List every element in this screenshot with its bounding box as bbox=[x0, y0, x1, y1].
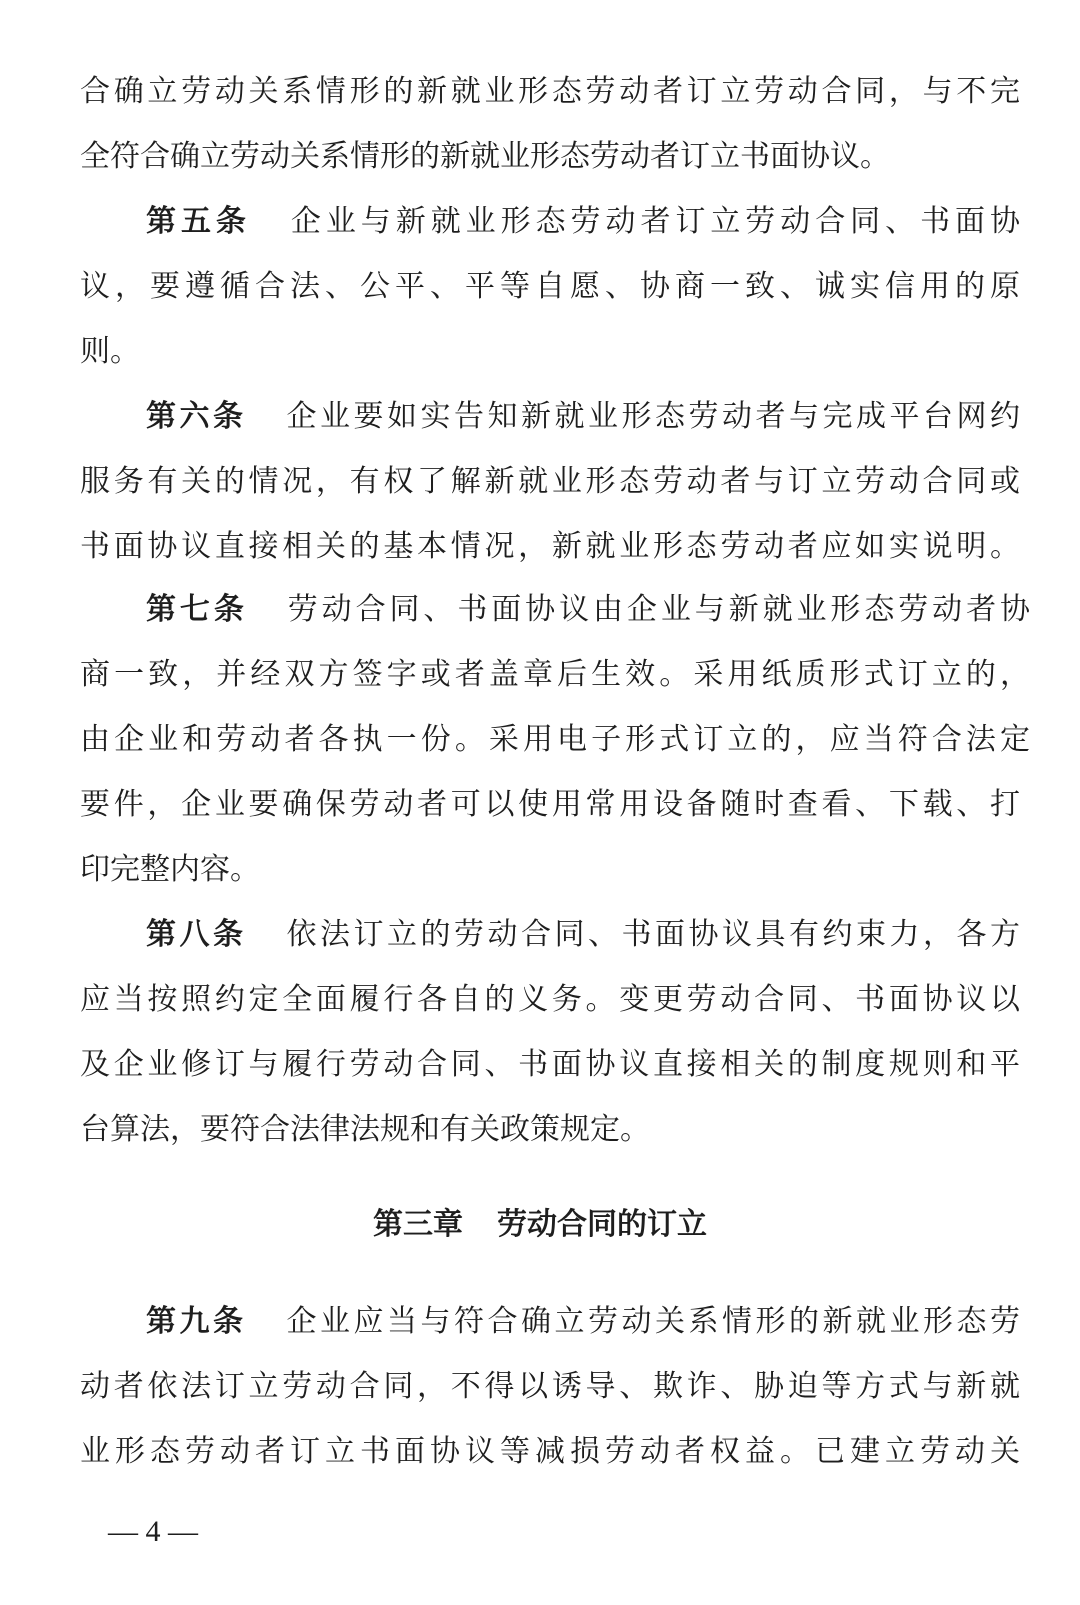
article-8-line-3: 及企业修订与履行劳动合同、书面协议直接相关的制度规则和平 bbox=[80, 1047, 1020, 1082]
article-8-line-2: 应当按照约定全面履行各自的义务。变更劳动合同、书面协议以 bbox=[80, 982, 1020, 1017]
page-number: — 4 — bbox=[108, 1515, 198, 1548]
article-6-label: 第六条 bbox=[146, 399, 247, 434]
article-6-line-3: 书面协议直接相关的基本情况，新就业形态劳动者应如实说明。 bbox=[80, 529, 1020, 564]
article-9-first-line bbox=[146, 1302, 1020, 1342]
chapter-heading bbox=[0, 1205, 1080, 1245]
article-5-first-line bbox=[146, 202, 1020, 242]
article-5-line-2: 议，要遵循合法、公平、平等自愿、协商一致、诚实信用的原 bbox=[80, 269, 1020, 304]
article-7-first-line bbox=[146, 590, 1030, 630]
chapter-number: 第三章 bbox=[373, 1207, 463, 1242]
article-5-line-3: 则。 bbox=[80, 334, 140, 369]
article-6-first-line bbox=[146, 397, 1020, 437]
article-9-label: 第九条 bbox=[146, 1304, 247, 1339]
article-7-text: 劳动合同、书面协议由企业与新就业形态劳动者协 bbox=[287, 592, 1030, 627]
paragraph-continuation-line-2: 全符合确立劳动关系情形的新就业形态劳动者订立书面协议。 bbox=[80, 139, 890, 174]
article-9-line-2: 动者依法订立劳动合同，不得以诱导、欺诈、胁迫等方式与新就 bbox=[80, 1369, 1020, 1404]
article-7-line-3: 由企业和劳动者各执一份。采用电子形式订立的，应当符合法定 bbox=[80, 722, 1030, 757]
article-8-label: 第八条 bbox=[146, 917, 247, 952]
article-7-line-4: 要件，企业要确保劳动者可以使用常用设备随时查看、下载、打 bbox=[80, 787, 1020, 822]
article-5-text: 企业与新就业形态劳动者订立劳动合同、书面协 bbox=[290, 204, 1021, 239]
article-8-first-line bbox=[146, 915, 1020, 955]
article-8-line-4: 台算法，要符合法律法规和有关政策规定。 bbox=[80, 1112, 650, 1147]
article-5-label: 第五条 bbox=[146, 204, 251, 239]
article-9-line-3: 业形态劳动者订立书面协议等减损劳动者权益。已建立劳动关 bbox=[80, 1434, 1020, 1469]
article-6-line-2: 服务有关的情况，有权了解新就业形态劳动者与订立劳动合同或 bbox=[80, 464, 1020, 499]
article-6-text: 企业要如实告知新就业形态劳动者与完成平台网约 bbox=[286, 399, 1020, 434]
chapter-title: 劳动合同的订立 bbox=[497, 1207, 707, 1242]
paragraph-continuation-line-1: 合确立劳动关系情形的新就业形态劳动者订立劳动合同，与不完 bbox=[80, 74, 1020, 109]
article-7-line-5: 印完整内容。 bbox=[80, 852, 260, 887]
article-7-label: 第七条 bbox=[146, 592, 248, 627]
article-9-text: 企业应当与符合确立劳动关系情形的新就业形态劳 bbox=[286, 1304, 1020, 1339]
article-7-line-2: 商一致，并经双方签字或者盖章后生效。采用纸质形式订立的， bbox=[80, 657, 1030, 692]
article-8-text: 依法订立的劳动合同、书面协议具有约束力，各方 bbox=[286, 917, 1020, 952]
